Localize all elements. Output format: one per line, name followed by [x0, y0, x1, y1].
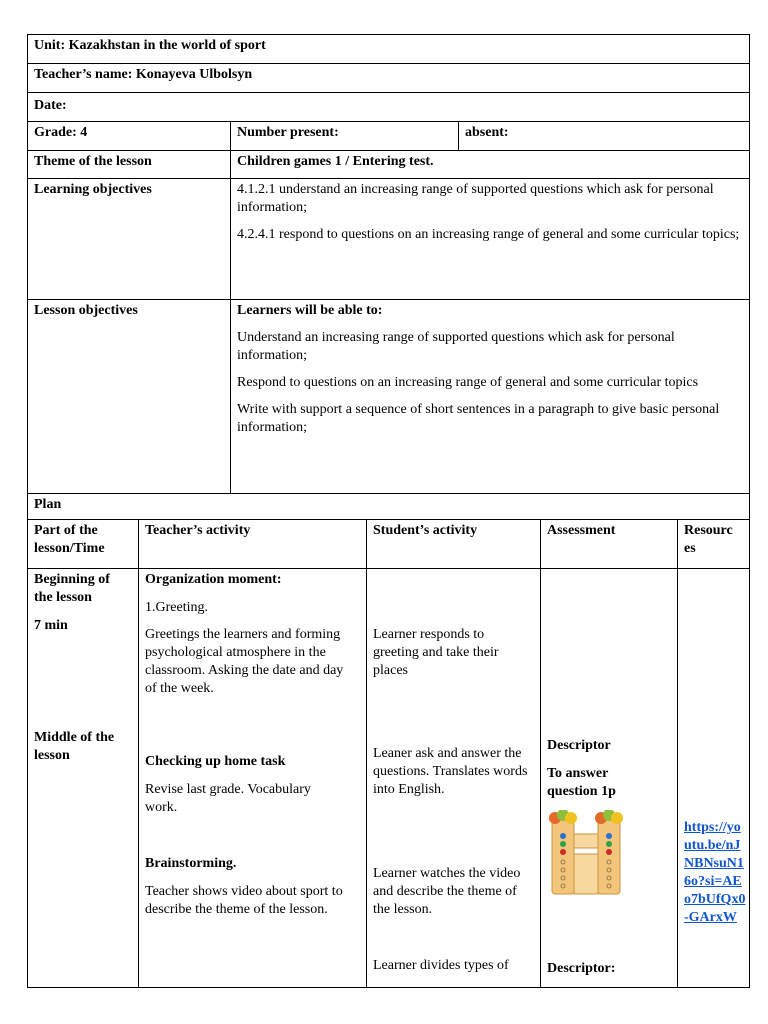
col-student-activity: Student’s activity	[366, 520, 540, 568]
learning-objective-2: 4.2.4.1 respond to questions on an increasing range of general and some curricular topics;	[237, 227, 740, 242]
col-teacher-activity: Teacher’s activity	[138, 520, 366, 568]
teacher-row	[27, 63, 750, 93]
student-activity-3: Learner watches the video and describe the theme of the lesson.	[373, 866, 521, 917]
learning-objective-1: 4.1.2.1 understand an increasing range of supported questions which ask for personal information;	[237, 182, 714, 215]
middle-label: Middle of the lesson	[34, 730, 115, 763]
student-activity-2: Leaner ask and answer the questions. Translates words into English.	[373, 746, 528, 797]
greeting-label: 1.Greeting.	[145, 600, 208, 615]
learning-objectives-content	[230, 179, 749, 299]
lesson-objective-1: Understand an increasing range of supported questions which ask for personal information;	[237, 330, 675, 363]
lesson-objective-2: Respond to questions on an increasing range of general and some curricular topics	[237, 375, 699, 390]
brainstorming-heading: Brainstorming.	[145, 856, 237, 871]
unit-row	[27, 34, 750, 64]
lesson-objectives-content	[230, 300, 749, 493]
theme-value: Children games 1 / Entering test.	[230, 151, 749, 178]
student-activity-cell	[366, 569, 540, 987]
brainstorming-description: Teacher shows video about sport to describe the theme of the lesson.	[145, 884, 343, 917]
greeting-description: Greetings the learners and forming psychological atmosphere in the classroom. Asking the date and day of the week.	[145, 627, 344, 696]
date-label: Date:	[34, 98, 67, 113]
theme-row	[27, 150, 750, 179]
grade-label: Grade: 4	[34, 125, 88, 140]
date-row	[27, 92, 750, 122]
teacher-name: Teacher’s name: Konayeva Ulbolsyn	[34, 67, 253, 82]
theme-label: Theme of the lesson	[34, 154, 152, 169]
learning-objectives-row	[27, 178, 750, 300]
video-link[interactable]: https://youtu.be/nJNBNsuN16o?si=AEo7bUfQx0-GArxW	[684, 820, 746, 925]
col-resources: Resourc es	[677, 520, 749, 568]
award-clipart-icon	[546, 810, 626, 896]
resources-cell	[677, 569, 749, 987]
plan-row	[27, 493, 750, 520]
lesson-objectives-row	[27, 299, 750, 494]
home-task-description: Revise last grade. Vocabulary work.	[145, 782, 311, 815]
col-assessment: Assessment	[540, 520, 677, 568]
lesson-objectives-label: Lesson objectives	[34, 303, 138, 318]
organization-moment-heading: Organization moment:	[145, 572, 282, 587]
time-label: 7 min	[34, 618, 68, 633]
number-present-label: Number present:	[230, 122, 458, 150]
learning-objectives-label: Learning objectives	[34, 182, 152, 197]
home-task-heading: Checking up home task	[145, 754, 286, 769]
lesson-objective-3: Write with support a sequence of short sentences in a paragraph to give basic personal information;	[237, 402, 720, 435]
part-time-cell	[28, 569, 138, 987]
absent-label: absent:	[458, 122, 749, 150]
teacher-activity-cell	[138, 569, 366, 987]
descriptor-label-1: Descriptor	[547, 738, 611, 753]
lesson-plan-document	[27, 34, 750, 988]
plan-body-row	[27, 568, 750, 988]
student-activity-4: Learner divides types of	[373, 958, 509, 973]
beginning-label: Beginning of the lesson	[34, 572, 110, 605]
grade-row	[27, 121, 750, 151]
plan-label: Plan	[34, 497, 62, 512]
plan-header-row	[27, 519, 750, 569]
lesson-objectives-heading: Learners will be able to:	[237, 303, 383, 318]
unit-title: Unit: Kazakhstan in the world of sport	[34, 38, 266, 53]
descriptor-label-2: Descriptor:	[547, 961, 616, 976]
student-activity-1: Learner responds to greeting and take their places	[373, 627, 499, 678]
col-part-time: Part of the lesson/Time	[34, 523, 105, 556]
assessment-criterion: To answer question 1p	[547, 766, 616, 799]
assessment-cell	[540, 569, 677, 987]
